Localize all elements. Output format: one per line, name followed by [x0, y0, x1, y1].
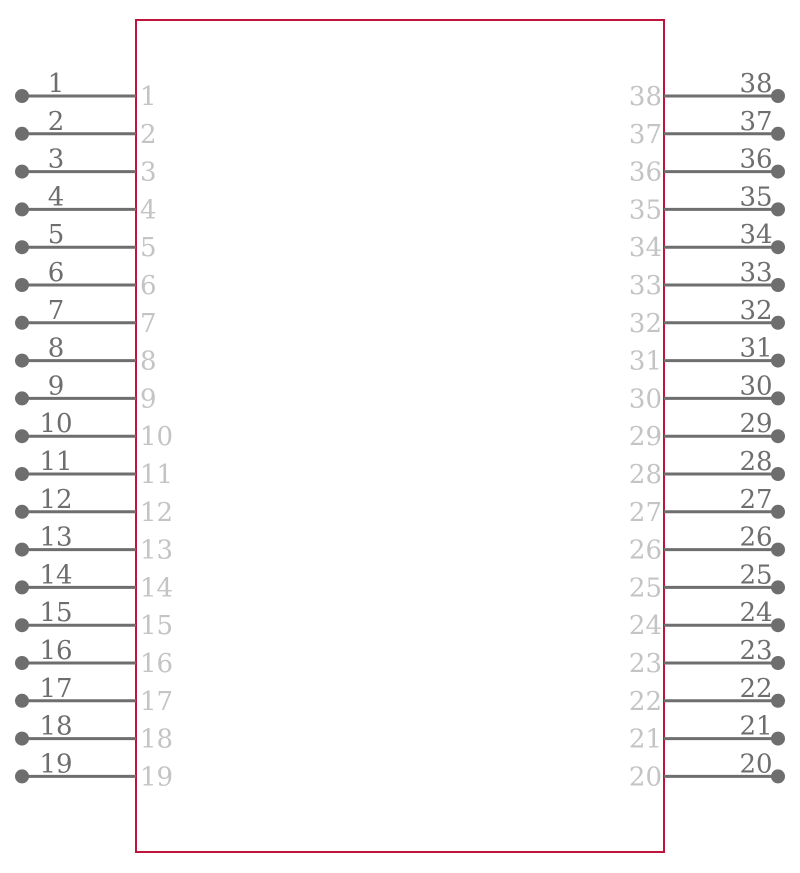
pin-internal-label: 16 [140, 649, 174, 679]
pin-endpoint-dot [771, 656, 785, 670]
pin-internal-label: 6 [140, 271, 157, 301]
pin-number-label: 15 [39, 598, 73, 629]
pin-endpoint-dot [15, 543, 29, 557]
pin-number-label: 20 [739, 749, 773, 780]
pin-number-label: 16 [39, 636, 73, 666]
pin-endpoint-dot [771, 316, 785, 330]
pin-12 [15, 485, 173, 528]
pin-internal-label: 14 [140, 573, 174, 604]
pin-endpoint-dot [15, 618, 29, 632]
pin-internal-label: 28 [628, 460, 662, 490]
pin-internal-label: 13 [140, 535, 174, 566]
pin-internal-label: 15 [140, 611, 174, 642]
pin-endpoint-dot [15, 467, 29, 481]
pin-internal-label: 17 [140, 686, 174, 717]
pin-internal-label: 9 [140, 384, 157, 415]
pin-13 [15, 523, 173, 566]
pin-internal-label: 11 [140, 460, 174, 490]
pin-number-label: 12 [39, 484, 73, 515]
pin-number-label: 31 [739, 333, 773, 364]
pin-internal-label: 37 [628, 119, 662, 150]
pin-27 [629, 485, 785, 528]
pin-endpoint-dot [15, 656, 29, 670]
pin-number-label: 24 [739, 598, 773, 629]
pin-number-label: 28 [739, 447, 773, 477]
pin-number-label: 22 [739, 673, 773, 704]
pin-endpoint-dot [771, 505, 785, 519]
pin-32 [629, 296, 785, 339]
pin-34 [629, 220, 785, 263]
pin-31 [629, 334, 785, 377]
pin-14 [15, 560, 173, 603]
pin-internal-label: 5 [140, 233, 157, 264]
pin-17 [15, 674, 173, 717]
pin-28 [629, 447, 785, 490]
pin-internal-label: 18 [140, 724, 174, 755]
pin-endpoint-dot [15, 391, 29, 405]
pin-number-label: 4 [47, 182, 65, 213]
pin-endpoint-dot [15, 694, 29, 708]
pin-endpoint-dot [15, 732, 29, 746]
pin-internal-label: 32 [628, 308, 662, 339]
pin-38 [629, 69, 785, 112]
pin-endpoint-dot [771, 127, 785, 141]
pin-number-label: 35 [739, 182, 773, 213]
pin-number-label: 3 [47, 144, 65, 175]
pin-endpoint-dot [15, 354, 29, 368]
pin-number-label: 30 [739, 371, 773, 402]
pin-30 [629, 371, 785, 414]
pin-internal-label: 7 [140, 308, 157, 339]
pin-endpoint-dot [15, 165, 29, 179]
pin-internal-label: 26 [628, 535, 662, 566]
pin-endpoint-dot [771, 467, 785, 481]
pin-16 [15, 636, 173, 679]
pin-number-label: 18 [39, 711, 73, 742]
pin-endpoint-dot [771, 769, 785, 783]
pin-number-label: 38 [739, 69, 773, 99]
pin-endpoint-dot [15, 580, 29, 594]
pin-number-label: 25 [739, 560, 773, 591]
pin-endpoint-dot [771, 165, 785, 179]
pin-endpoint-dot [771, 354, 785, 368]
pin-internal-label: 25 [628, 573, 662, 604]
pin-number-label: 32 [739, 295, 773, 326]
pin-number-label: 37 [739, 106, 773, 137]
pin-endpoint-dot [15, 429, 29, 443]
pin-internal-label: 19 [140, 762, 174, 793]
pin-internal-label: 38 [628, 82, 662, 112]
pin-endpoint-dot [771, 391, 785, 405]
pin-number-label: 11 [39, 447, 73, 477]
pin-20 [629, 749, 785, 792]
pin-endpoint-dot [771, 240, 785, 254]
pin-endpoint-dot [15, 505, 29, 519]
pin-internal-label: 12 [140, 497, 174, 528]
pin-number-label: 29 [739, 409, 773, 440]
pin-33 [629, 258, 785, 301]
pin-number-label: 17 [39, 673, 73, 704]
pin-number-label: 36 [739, 144, 773, 175]
pin-internal-label: 22 [628, 686, 662, 717]
pin-number-label: 33 [739, 258, 773, 288]
pin-internal-label: 36 [628, 157, 662, 188]
pin-number-label: 8 [47, 333, 65, 364]
pin-22 [629, 674, 785, 717]
pin-number-label: 13 [39, 522, 73, 553]
pin-number-label: 26 [739, 522, 773, 553]
ic-body-outline [136, 20, 664, 852]
pin-endpoint-dot [15, 769, 29, 783]
pin-19 [15, 749, 173, 792]
left-pin-group [15, 69, 173, 792]
pin-25 [629, 560, 785, 603]
pin-internal-label: 4 [140, 195, 157, 226]
pin-endpoint-dot [771, 429, 785, 443]
pin-internal-label: 27 [628, 497, 662, 528]
pin-endpoint-dot [771, 732, 785, 746]
pin-number-label: 27 [739, 484, 773, 515]
pin-internal-label: 21 [628, 724, 662, 755]
pin-internal-label: 30 [628, 384, 662, 415]
pin-internal-label: 8 [140, 346, 157, 377]
pin-number-label: 10 [39, 409, 73, 440]
pin-endpoint-dot [15, 240, 29, 254]
pin-endpoint-dot [771, 580, 785, 594]
pin-number-label: 9 [47, 371, 65, 402]
pin-37 [629, 107, 785, 150]
pin-35 [629, 182, 785, 225]
pin-endpoint-dot [15, 89, 29, 103]
pin-number-label: 34 [739, 220, 773, 251]
pin-internal-label: 35 [628, 195, 662, 226]
pin-internal-label: 23 [628, 649, 662, 679]
pin-18 [15, 712, 173, 755]
pin-endpoint-dot [771, 543, 785, 557]
pin-endpoint-dot [771, 694, 785, 708]
pin-endpoint-dot [771, 278, 785, 292]
pin-endpoint-dot [771, 202, 785, 216]
pin-endpoint-dot [15, 202, 29, 216]
pin-internal-label: 34 [628, 233, 662, 264]
pin-number-label: 1 [47, 69, 65, 99]
pin-internal-label: 29 [628, 422, 662, 453]
pin-internal-label: 2 [140, 119, 157, 150]
pin-10 [15, 409, 173, 452]
pin-internal-label: 1 [140, 82, 157, 112]
pin-11 [15, 447, 173, 490]
pin-internal-label: 31 [628, 346, 662, 377]
pin-15 [15, 598, 173, 641]
pin-29 [629, 409, 785, 452]
pin-number-label: 21 [739, 711, 773, 742]
pin-24 [629, 598, 785, 641]
pin-number-label: 19 [39, 749, 73, 780]
pin-endpoint-dot [15, 278, 29, 292]
pin-23 [629, 636, 785, 679]
pin-number-label: 6 [47, 258, 65, 288]
pin-endpoint-dot [15, 127, 29, 141]
pin-number-label: 7 [47, 295, 65, 326]
pin-number-label: 23 [739, 636, 773, 666]
pin-26 [629, 523, 785, 566]
pin-endpoint-dot [15, 316, 29, 330]
pin-endpoint-dot [771, 618, 785, 632]
pin-21 [629, 712, 785, 755]
pin-internal-label: 3 [140, 157, 157, 188]
pin-36 [629, 145, 785, 188]
pin-number-label: 5 [47, 220, 65, 251]
pin-internal-label: 10 [140, 422, 174, 453]
pin-endpoint-dot [771, 89, 785, 103]
pin-internal-label: 20 [628, 762, 662, 793]
pin-number-label: 14 [39, 560, 73, 591]
pin-internal-label: 33 [628, 271, 662, 301]
right-pin-group [629, 69, 785, 792]
pin-internal-label: 24 [628, 611, 662, 642]
pin-number-label: 2 [47, 106, 65, 137]
